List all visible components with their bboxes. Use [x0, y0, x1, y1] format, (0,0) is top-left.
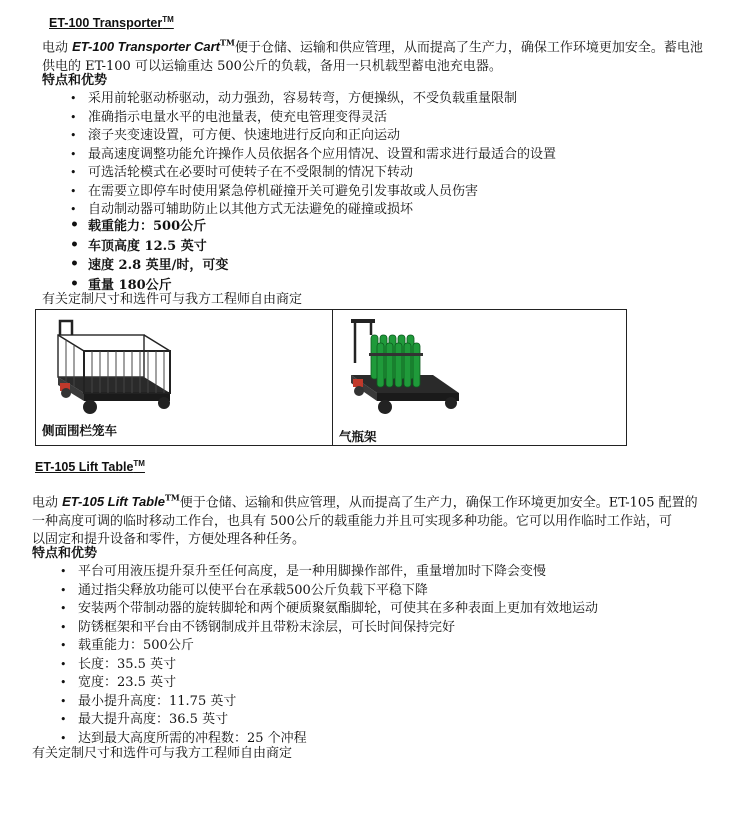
- list-item-text: 达到最大高度所需的冲程数：25 个冲程: [78, 730, 307, 746]
- image-caption: 侧面围栏笼车: [42, 423, 118, 438]
- bullet-icon: •: [70, 129, 77, 142]
- cage-cart-image: [46, 313, 196, 421]
- list-item-text: 平台可用液压提升泵升至任何高度，是一种用脚操作部件，重量增加时下降会变慢: [78, 564, 547, 579]
- list-item-text: 在需要立即停车时使用紧急停机碰撞开关可避免引发事故或人员伤害: [88, 183, 479, 199]
- bullet-icon: •: [70, 166, 77, 179]
- list-item-text: 可选活轮模式在必要时可使转子在不受限制的情况下转动: [88, 165, 414, 180]
- bullet-icon: •: [60, 639, 67, 652]
- bullet-icon: •: [70, 203, 77, 216]
- list-item-text: 载重能力：500公斤: [78, 638, 194, 653]
- intro-text: 便于仓储、运输和供应管理，从而提高了生产力，确保工作环境更加安全。ET-105 配置的: [179, 495, 698, 511]
- product-name: ET-105 Lift Table: [62, 494, 165, 510]
- section2-intro-line3: 以固定和提升设备和零件，方便处理各种任务。: [32, 532, 306, 548]
- intro-prefix: 电动: [32, 495, 63, 511]
- bullet-icon: •: [60, 731, 67, 745]
- section1-specs-list: [70, 217, 229, 295]
- list-item: [60, 656, 598, 675]
- trademark-mark: TM: [220, 38, 235, 48]
- image-caption: 气瓶架: [339, 429, 377, 444]
- spec-text: 车顶高度 12.5 英寸: [88, 238, 207, 254]
- section1-title: [49, 11, 174, 33]
- bullet-icon: •: [60, 602, 67, 615]
- bullet-icon: •: [70, 110, 77, 124]
- section2-title: [35, 455, 145, 477]
- bullet-icon: •: [60, 676, 67, 689]
- section1-custom-note: 有关定制尺寸和选件可与我方工程师自由商定: [42, 292, 303, 307]
- section1-title-text: ET-100 Transporter: [49, 16, 163, 31]
- section2-intro-line1: [32, 489, 744, 513]
- product-image-table: [35, 309, 627, 446]
- list-item: [60, 693, 598, 712]
- section1-intro: [42, 34, 742, 76]
- bullet-icon: •: [70, 92, 77, 105]
- section2-features-title: 特点和优势: [32, 546, 98, 561]
- bullet-icon: •: [60, 657, 67, 671]
- bullet-icon: •: [60, 713, 67, 726]
- product-name: ET-100 Transporter Cart: [72, 39, 221, 55]
- section1-intro-line2: 供电的 ET-100 可以运输重达 500公斤的负载，备用一只机载型蓄电池充电器。: [42, 58, 502, 74]
- list-item: [70, 109, 556, 128]
- spec-text: 重量 180公斤: [88, 277, 172, 293]
- list-item: [60, 582, 598, 601]
- bullet-icon: •: [60, 620, 67, 634]
- list-item-text: 宽度：23.5 英寸: [78, 675, 177, 690]
- list-item-text: 长度：35.5 英寸: [78, 656, 177, 672]
- list-item-text: 准确指示电量水平的电池量表，使充电管理变得灵活: [88, 109, 388, 125]
- section2-custom-note: 有关定制尺寸和选件可与我方工程师自由商定: [32, 746, 293, 761]
- spec-item: [70, 217, 228, 237]
- section2-title-text: ET-105 Lift Table: [35, 460, 134, 475]
- bullet-icon: •: [70, 236, 79, 253]
- list-item-text: 最高速度调整功能允许操作人员依据各个应用情况、设置和需求进行最适合的设置: [88, 146, 557, 162]
- list-item: [70, 146, 557, 165]
- list-item-text: 滚子夹变速设置，可方便、快速地进行反向和正向运动: [88, 128, 401, 143]
- list-item: [60, 711, 598, 730]
- bullet-icon: •: [60, 694, 67, 708]
- section1-features-title: 特点和优势: [42, 73, 108, 88]
- bullet-icon: •: [70, 256, 79, 272]
- section2-intro: [32, 489, 744, 550]
- list-item-text: 防锈框架和平台由不锈钢制成并且带粉末涂层，可长时间保持完好: [78, 619, 456, 635]
- spec-item: [70, 236, 228, 257]
- list-item: [60, 637, 598, 656]
- list-item-text: 通过指尖释放功能可以使平台在承载500公斤负载下平稳下降: [78, 582, 428, 598]
- trademark-mark: TM: [162, 15, 174, 24]
- list-item: [70, 127, 556, 146]
- list-item: [60, 619, 598, 638]
- list-item: [60, 674, 598, 693]
- list-item: [70, 164, 556, 183]
- list-item: [60, 563, 598, 582]
- list-item-text: 采用前轮驱动桥驱动，动力强劲，容易转弯，方便操纵，不受负载重量限制: [88, 91, 518, 106]
- list-item-text: 最小提升高度：11.75 英寸: [78, 693, 237, 709]
- list-item: [70, 183, 556, 202]
- list-item: [60, 600, 599, 619]
- spec-item: [70, 256, 229, 276]
- spec-text: 载重能力：500公斤: [88, 219, 207, 234]
- bullet-icon: •: [70, 217, 79, 233]
- list-item-text: 最大提升高度：36.5 英寸: [78, 712, 229, 727]
- intro-text: 便于仓储、运输和供应管理，从而提高了生产力，确保工作环境更加安全。蓄电池: [234, 40, 703, 56]
- section2-features-list: [60, 563, 599, 748]
- trademark-mark: TM: [164, 493, 180, 503]
- cylinder-rack-image: [341, 313, 471, 421]
- bullet-icon: •: [70, 275, 79, 292]
- bullet-icon: •: [60, 583, 67, 597]
- section1-intro-line1: [42, 34, 742, 58]
- trademark-mark: TM: [133, 459, 145, 468]
- section1-features-list: [70, 90, 557, 220]
- bullet-icon: •: [60, 565, 67, 578]
- section2-intro-line2: 一种高度可调的临时移动工作台，也具有 500公斤的载重能力并且可实现多种功能。它可以用作临时工作站，可: [32, 513, 672, 529]
- spec-text: 速度 2.8 英里/时，可变: [88, 258, 229, 273]
- list-item-text: 自动制动器可辅助防止以其他方式无法避免的碰撞或损坏: [88, 202, 414, 217]
- list-item: [70, 90, 556, 109]
- intro-prefix: 电动: [42, 40, 73, 56]
- image-cell-cage-cart: [36, 310, 333, 445]
- list-item-text: 安装两个带制动器的旋转脚轮和两个硬质聚氨酯脚轮，可使其在多种表面上更加有效地运动: [78, 601, 599, 616]
- bullet-icon: •: [70, 147, 77, 161]
- bullet-icon: •: [70, 184, 77, 198]
- image-cell-cylinder-rack: [333, 310, 627, 445]
